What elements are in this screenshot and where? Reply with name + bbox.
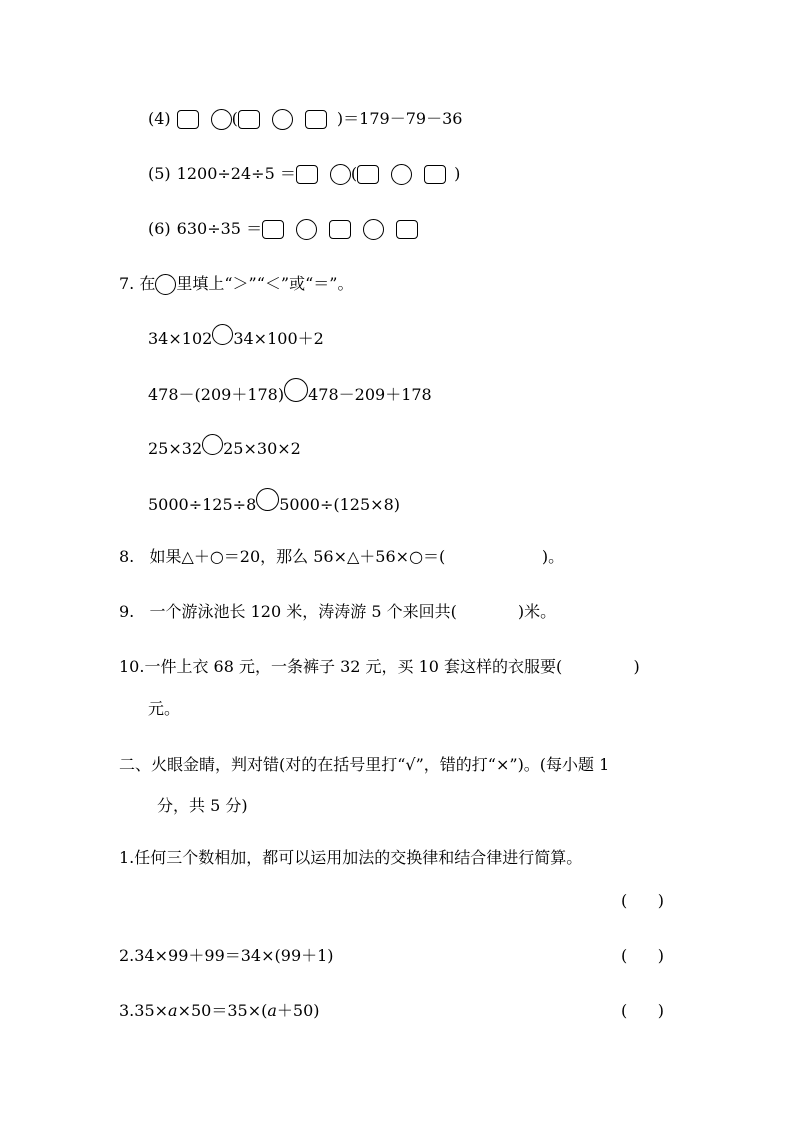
compare-left: 5000÷125÷8 [148, 494, 257, 514]
expression-left: 1200÷24÷5 ＝ [176, 164, 296, 183]
judge-item-1-answer[interactable] [621, 890, 664, 912]
answer-box[interactable] [296, 165, 318, 184]
operator-circle[interactable] [330, 164, 351, 185]
compare-right: 34×100＋2 [233, 329, 324, 348]
expression-left: 630÷35 ＝ [176, 219, 263, 238]
section-2-heading-continued [157, 795, 248, 817]
section-2-heading-line1: 二、火眼金睛，判对错(对的在括号里打“√”，错的打“×”)。(每小题 1 [119, 755, 610, 774]
compare-circle-example [155, 274, 176, 295]
judge-item-2-text: 2.34×99＋99＝34×(99＋1) [119, 946, 334, 965]
section-2-heading [119, 754, 609, 776]
item-5 [148, 163, 460, 185]
compare-right: 25×30×2 [223, 439, 301, 458]
judge-item-2 [119, 945, 334, 967]
variable-a: a [168, 1001, 178, 1020]
question-7-instruction: 里填上“＞”“＜”或“＝”。 [176, 274, 354, 293]
operator-circle[interactable] [363, 219, 384, 240]
question-9-text: 9. 一个游泳池长 120 米，涛涛游 5 个来回共( )米。 [119, 602, 557, 621]
judge-item-3-post: ＋50) [276, 1001, 320, 1020]
compare-left: 34×102 [148, 329, 213, 348]
open-paren: ( [231, 109, 238, 128]
variable-a: a [267, 1001, 277, 1020]
compare-circle[interactable] [202, 434, 223, 455]
answer-box[interactable] [357, 165, 379, 184]
question-9 [119, 601, 556, 623]
compare-row [148, 328, 324, 350]
answer-parentheses[interactable]: ( ) [621, 891, 664, 910]
answer-parentheses[interactable]: ( ) [621, 946, 664, 965]
compare-left: 25×32 [148, 439, 203, 458]
question-10 [119, 656, 640, 678]
answer-box[interactable] [329, 220, 351, 239]
judge-item-2-answer[interactable] [621, 945, 664, 967]
compare-right: 478－209＋178 [308, 385, 432, 404]
answer-box[interactable] [238, 110, 260, 129]
open-paren: ( [350, 164, 358, 183]
operator-circle[interactable] [296, 219, 317, 240]
judge-item-3-mid: ×50＝35×( [177, 1001, 268, 1020]
question-10-continued [148, 698, 180, 720]
operator-circle[interactable] [272, 109, 293, 130]
compare-row [148, 383, 432, 407]
question-10-unit: 元。 [148, 699, 181, 718]
compare-left: 478－(209＋178) [148, 385, 285, 404]
question-8 [119, 546, 564, 568]
answer-parentheses[interactable]: ( ) [621, 1001, 664, 1020]
question-8-text: 8. 如果△＋○＝20，那么 56×△＋56×○＝( )。 [119, 547, 565, 566]
judge-item-1-text: 1.任何三个数相加，都可以运用加法的交换律和结合律进行简算。 [119, 848, 583, 867]
expression-right: )＝179－79－36 [336, 109, 463, 128]
question-10-text: 10.一件上衣 68 元，一条裤子 32 元，买 10 套这样的衣服要( ) [119, 657, 640, 676]
operator-circle[interactable] [211, 109, 232, 130]
answer-box[interactable] [177, 110, 199, 129]
item-number: (6) [148, 219, 171, 238]
judge-item-3 [119, 1000, 320, 1022]
section-2-heading-line2: 分，共 5 分) [157, 796, 248, 815]
question-7-prefix: 7. 在 [119, 274, 156, 293]
compare-row [148, 493, 400, 516]
answer-box[interactable] [424, 165, 446, 184]
item-number: (5) [148, 164, 171, 183]
judge-item-3-answer[interactable] [621, 1000, 664, 1022]
question-7 [119, 273, 353, 295]
compare-circle[interactable] [284, 378, 308, 402]
answer-box[interactable] [396, 220, 418, 239]
compare-row [148, 438, 301, 460]
answer-box[interactable] [262, 220, 284, 239]
close-paren: ) [454, 164, 461, 183]
judge-item-1 [119, 847, 582, 869]
compare-circle[interactable] [256, 488, 279, 511]
compare-right: 5000÷(125×8) [279, 494, 400, 514]
compare-circle[interactable] [212, 324, 233, 345]
item-number: (4) [148, 109, 171, 128]
item-6 [148, 218, 418, 240]
answer-box[interactable] [305, 110, 327, 129]
judge-item-3-pre: 3.35× [119, 1001, 169, 1020]
item-4 [148, 108, 462, 130]
operator-circle[interactable] [391, 164, 412, 185]
